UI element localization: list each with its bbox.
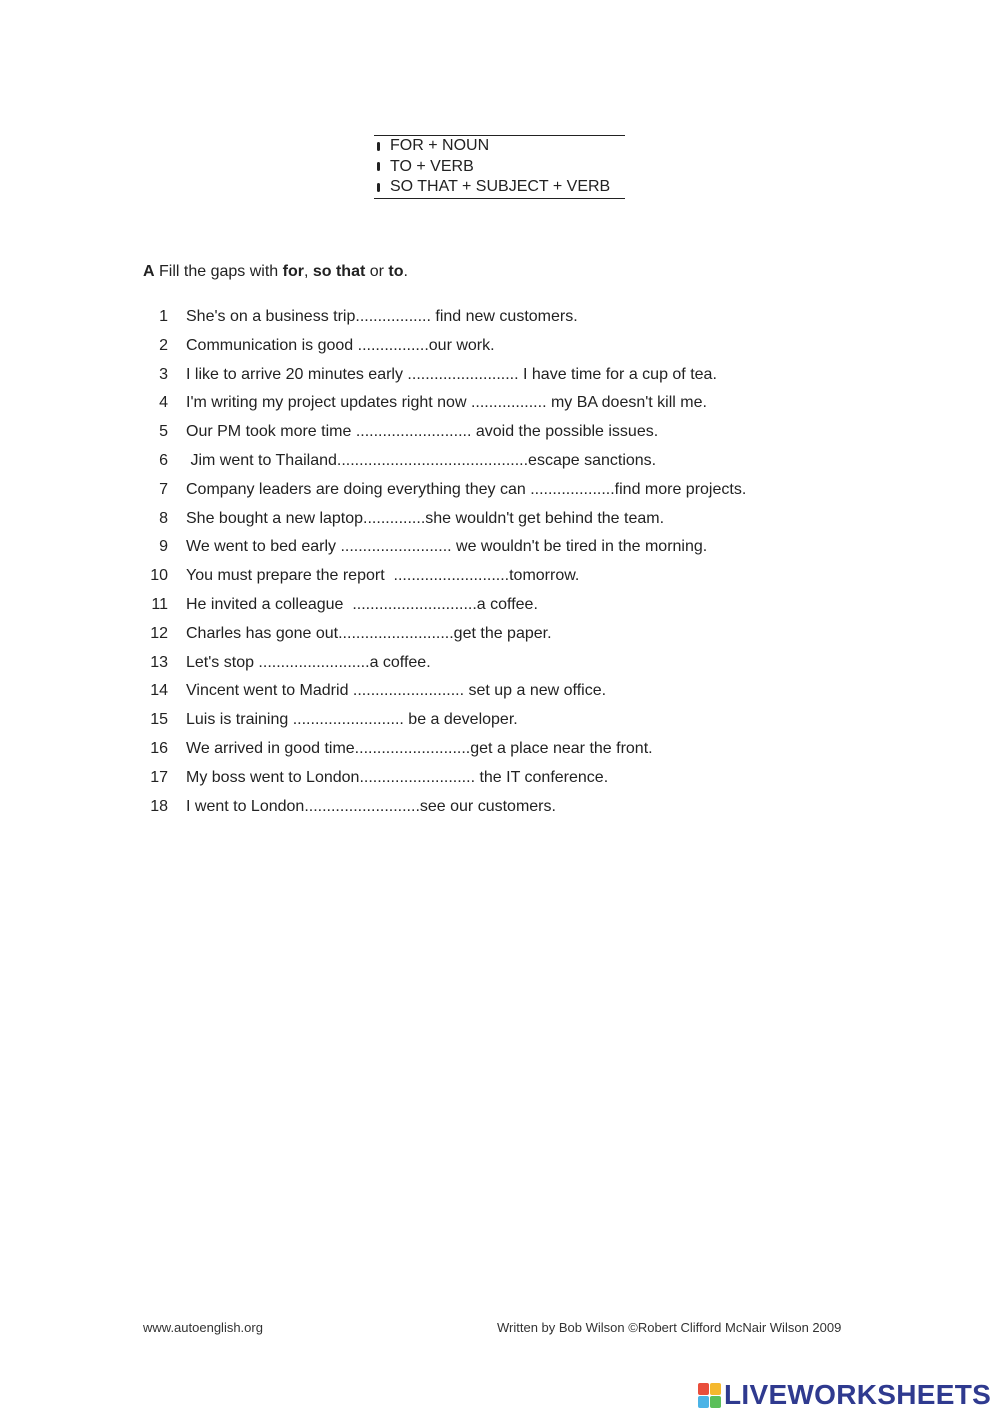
rule-item [374, 177, 625, 198]
exercise-number: 2 [159, 336, 168, 354]
exercise-sentence: I went to London..........................see our customers. [186, 797, 556, 815]
exercise-number: 18 [150, 797, 168, 815]
exercise-sentence: Communication is good ................our work. [186, 336, 495, 354]
rule-text: FOR + NOUN [390, 137, 490, 154]
exercise-row [143, 449, 903, 478]
exercise-sentence: She bought a new laptop..............she wouldn't get behind the team. [186, 509, 665, 527]
exercise-row [143, 535, 903, 564]
rule-item [374, 157, 625, 178]
exercise-sentence: Company leaders are doing everything they can ...................find more projects. [186, 480, 747, 498]
bullet-icon [377, 162, 380, 171]
keyword-to: to [388, 263, 404, 280]
exercise-sentence: Charles has gone out..........................get the paper. [186, 624, 552, 642]
exercise-row [143, 334, 903, 363]
exercise-number: 5 [159, 423, 168, 441]
exercise-sentence: Let's stop .........................a coffee. [186, 653, 431, 671]
mark-square [710, 1396, 721, 1408]
exercise-row [143, 478, 903, 507]
section-label: A [143, 263, 155, 280]
exercise-row [143, 679, 903, 708]
keyword-for: for [282, 263, 304, 280]
exercise-row [143, 305, 903, 334]
exercise-number: 3 [159, 365, 168, 383]
exercise-row [143, 391, 903, 420]
footer-credit: Written by Bob Wilson ©Robert Clifford McNair Wilson 2009 [497, 1320, 842, 1335]
footer-website: www.autoenglish.org [143, 1320, 263, 1335]
exercise-sentence: Our PM took more time .......................... avoid the possible issues. [186, 423, 659, 441]
exercise-sentence: Jim went to Thailand...........................................escape sanctions. [186, 451, 657, 469]
liveworksheets-wordmark: LIVEWORKSHEETS [724, 1379, 992, 1410]
exercise-number: 10 [150, 567, 168, 585]
exercise-number: 1 [159, 308, 168, 325]
instruction-separator: or [365, 263, 389, 280]
exercise-row [143, 564, 903, 593]
exercise-number: 16 [150, 739, 168, 757]
exercise-number: 11 [151, 595, 168, 613]
exercise-number: 9 [159, 538, 168, 556]
exercise-sentence: Vincent went to Madrid ......................... set up a new office. [186, 682, 607, 700]
bullet-icon [377, 183, 380, 192]
exercise-number: 4 [159, 394, 168, 412]
mark-square [698, 1383, 709, 1395]
exercise-row [143, 737, 903, 766]
liveworksheets-mark-icon [698, 1383, 720, 1407]
exercise-number: 17 [150, 768, 168, 786]
keyword-so-that: so that [312, 263, 366, 280]
exercise-row [143, 420, 903, 449]
exercise-sentence: My boss went to London.......................... the IT conference. [186, 768, 609, 786]
exercise-sentence: You must prepare the report ..........................tomorrow. [186, 567, 580, 585]
exercise-number: 15 [150, 711, 168, 729]
rule-text: TO + VERB [390, 157, 474, 175]
exercise-number: 7 [159, 480, 168, 498]
exercise-number: 13 [150, 653, 168, 671]
exercise-row [143, 766, 903, 795]
exercise-row [143, 708, 903, 737]
exercise-row [143, 363, 903, 392]
mark-square [698, 1396, 709, 1408]
exercise-sentence: He invited a colleague ............................a coffee. [186, 595, 538, 613]
exercise-number: 8 [159, 509, 168, 527]
rules-box [374, 135, 625, 199]
exercise-sentence: I'm writing my project updates right now ................. my BA doesn't kill me. [186, 394, 707, 412]
liveworksheets-logo [698, 1379, 991, 1411]
exercise-number: 6 [159, 451, 168, 469]
exercise-sentence: Luis is training ......................... be a developer. [186, 711, 518, 729]
exercise-row [143, 651, 903, 680]
exercise-row [143, 795, 903, 824]
exercise-number: 14 [150, 682, 168, 700]
exercise-sentence: We arrived in good time..........................get a place near the front. [186, 739, 653, 757]
bullet-icon [377, 142, 380, 151]
exercise-sentence: She's on a business trip................. find new customers. [186, 308, 578, 325]
exercise-number: 12 [150, 624, 168, 642]
instruction-text: Fill the gaps with [154, 263, 283, 280]
exercise-sentence: I like to arrive 20 minutes early ......................... I have time for a cup of tea. [186, 365, 717, 383]
instruction-separator: , [303, 263, 313, 280]
rule-text: SO THAT + SUBJECT + VERB [390, 178, 611, 195]
exercise-sentence: We went to bed early ......................... we wouldn't be tired in the morning. [186, 538, 708, 556]
exercise-row [143, 622, 903, 651]
exercise-row [143, 507, 903, 536]
exercise-instruction [143, 263, 408, 281]
exercise-row [143, 593, 903, 622]
mark-square [710, 1383, 721, 1395]
instruction-end: . [403, 263, 408, 280]
exercise-list [143, 305, 903, 823]
rule-item [374, 136, 625, 157]
